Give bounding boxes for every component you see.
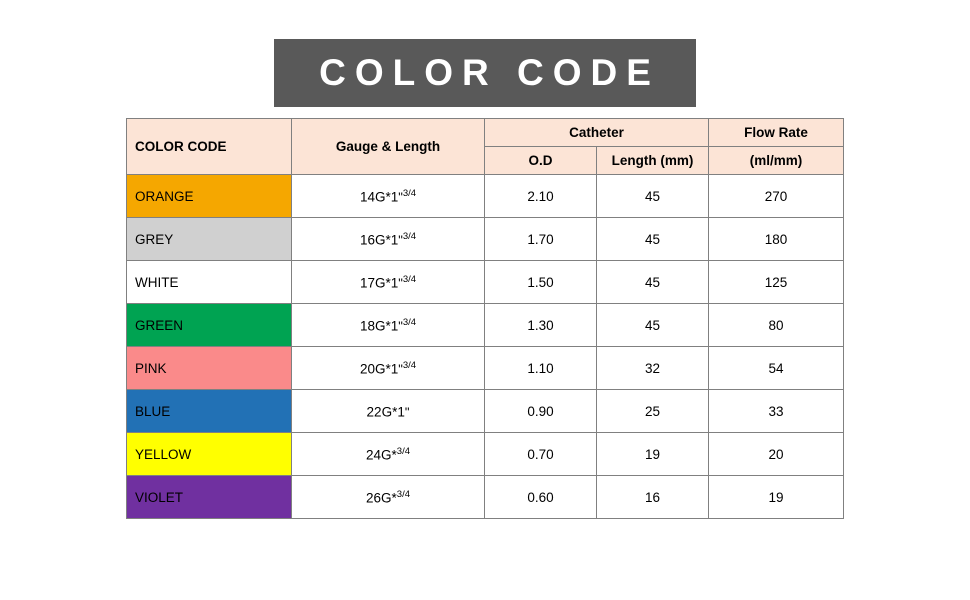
table-row [127,476,844,519]
gauge-inch-mark: " [404,404,410,420]
length-cell: 45 [597,261,709,304]
gauge-length-cell [292,175,485,218]
page-title: COLOR CODE [319,52,660,93]
gauge-fraction: 3/4 [396,488,410,500]
header-row-primary [127,119,844,147]
od-cell: 1.50 [485,261,597,304]
header-color-code: COLOR CODE [127,119,292,175]
length-cell: 45 [597,175,709,218]
od-cell: 0.60 [485,476,597,519]
gauge-fraction: 3/4 [402,273,417,285]
od-cell: 0.90 [485,390,597,433]
color-swatch-cell: VIOLET [127,476,292,519]
gauge-main: 20G*1 [359,361,399,377]
table-row [127,175,844,218]
gauge-main: 16G*1 [359,232,399,248]
flow-rate-cell: 125 [709,261,844,304]
gauge-length-cell [292,433,485,476]
flow-rate-cell: 54 [709,347,844,390]
gauge-inch-mark: " [398,361,403,377]
flow-rate-cell: 180 [709,218,844,261]
gauge-main: 26G* [366,490,397,506]
flow-rate-cell: 80 [709,304,844,347]
color-swatch-cell: ORANGE [127,175,292,218]
header-flow-units: (ml/mm) [709,147,844,175]
gauge-length-cell [292,218,485,261]
gauge-length-cell [292,347,485,390]
length-cell: 19 [597,433,709,476]
header-catheter: Catheter [485,119,709,147]
gauge-main: 22G*1 [366,404,405,420]
color-swatch-cell: PINK [127,347,292,390]
gauge-length-cell [292,304,485,347]
table-row [127,390,844,433]
length-cell: 16 [597,476,709,519]
table-row [127,261,844,304]
header-od: O.D [485,147,597,175]
length-cell: 25 [597,390,709,433]
color-swatch-cell: BLUE [127,390,292,433]
color-swatch-cell: GREY [127,218,292,261]
title-banner [274,39,696,107]
table-head [127,119,844,175]
gauge-fraction: 3/4 [402,187,417,199]
gauge-length-cell [292,390,485,433]
gauge-main: 24G* [366,447,397,463]
length-cell: 45 [597,304,709,347]
color-swatch-cell: GREEN [127,304,292,347]
gauge-fraction: 3/4 [402,316,417,328]
gauge-main: 18G*1 [359,318,399,334]
header-gauge-length: Gauge & Length [292,119,485,175]
flow-rate-cell: 20 [709,433,844,476]
flow-rate-cell: 270 [709,175,844,218]
flow-rate-cell: 33 [709,390,844,433]
table-row [127,433,844,476]
table-row [127,218,844,261]
gauge-length-cell [292,261,485,304]
gauge-fraction: 3/4 [396,445,410,457]
header-flow-rate: Flow Rate [709,119,844,147]
gauge-inch-mark: " [398,318,403,334]
table-body [127,175,844,519]
flow-rate-cell: 19 [709,476,844,519]
gauge-inch-mark: " [398,232,403,248]
table-row [127,347,844,390]
color-code-table [126,118,844,519]
od-cell: 0.70 [485,433,597,476]
length-cell: 32 [597,347,709,390]
length-cell: 45 [597,218,709,261]
gauge-fraction: 3/4 [402,230,417,242]
gauge-inch-mark: " [398,189,403,205]
gauge-main: 14G*1 [359,189,399,205]
od-cell: 1.70 [485,218,597,261]
gauge-inch-mark: " [398,275,403,291]
gauge-fraction: 3/4 [402,359,417,371]
gauge-main: 17G*1 [359,275,399,291]
table-row [127,304,844,347]
od-cell: 1.10 [485,347,597,390]
od-cell: 2.10 [485,175,597,218]
gauge-length-cell [292,476,485,519]
header-length-mm: Length (mm) [597,147,709,175]
color-swatch-cell: WHITE [127,261,292,304]
od-cell: 1.30 [485,304,597,347]
color-swatch-cell: YELLOW [127,433,292,476]
